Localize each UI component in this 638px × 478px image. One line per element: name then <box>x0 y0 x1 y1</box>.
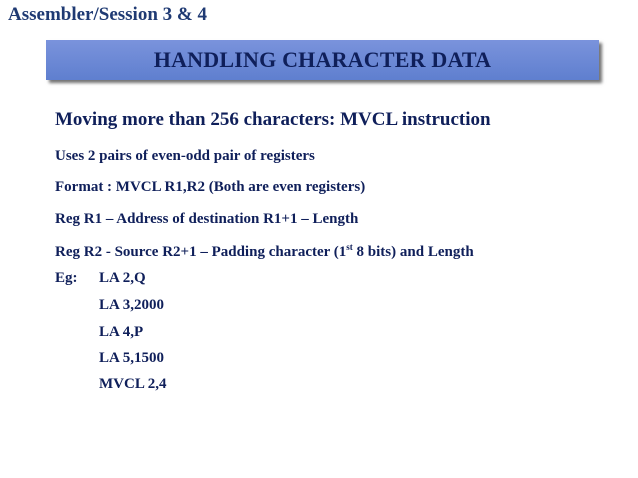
slide-title: HANDLING CHARACTER DATA <box>153 47 492 72</box>
content-line-registers: Uses 2 pairs of even-odd pair of registers <box>55 148 315 164</box>
code-line: LA 4,P <box>99 324 144 340</box>
content-heading: Moving more than 256 characters: MVCL instruction <box>55 109 491 130</box>
slide-title-bar <box>46 40 599 80</box>
code-line: MVCL 2,4 <box>99 376 167 392</box>
code-line: LA 2,Q <box>99 270 146 286</box>
content-line-reg-r1: Reg R1 – Address of destination R1+1 – Length <box>55 211 359 227</box>
reg-r2-text-end: 8 bits) and Length <box>352 244 474 260</box>
content-line-reg-r2 <box>55 242 474 261</box>
session-header: Assembler/Session 3 & 4 <box>8 4 207 25</box>
reg-r2-text: Reg R2 - Source R2+1 – Padding character (1 <box>55 244 347 260</box>
superscript-st: st <box>346 242 353 252</box>
code-line: LA 5,1500 <box>99 350 165 366</box>
example-label: Eg: <box>55 270 78 286</box>
content-line-format: Format : MVCL R1,R2 (Both are even registers) <box>55 179 366 195</box>
code-line: LA 3,2000 <box>99 297 165 313</box>
